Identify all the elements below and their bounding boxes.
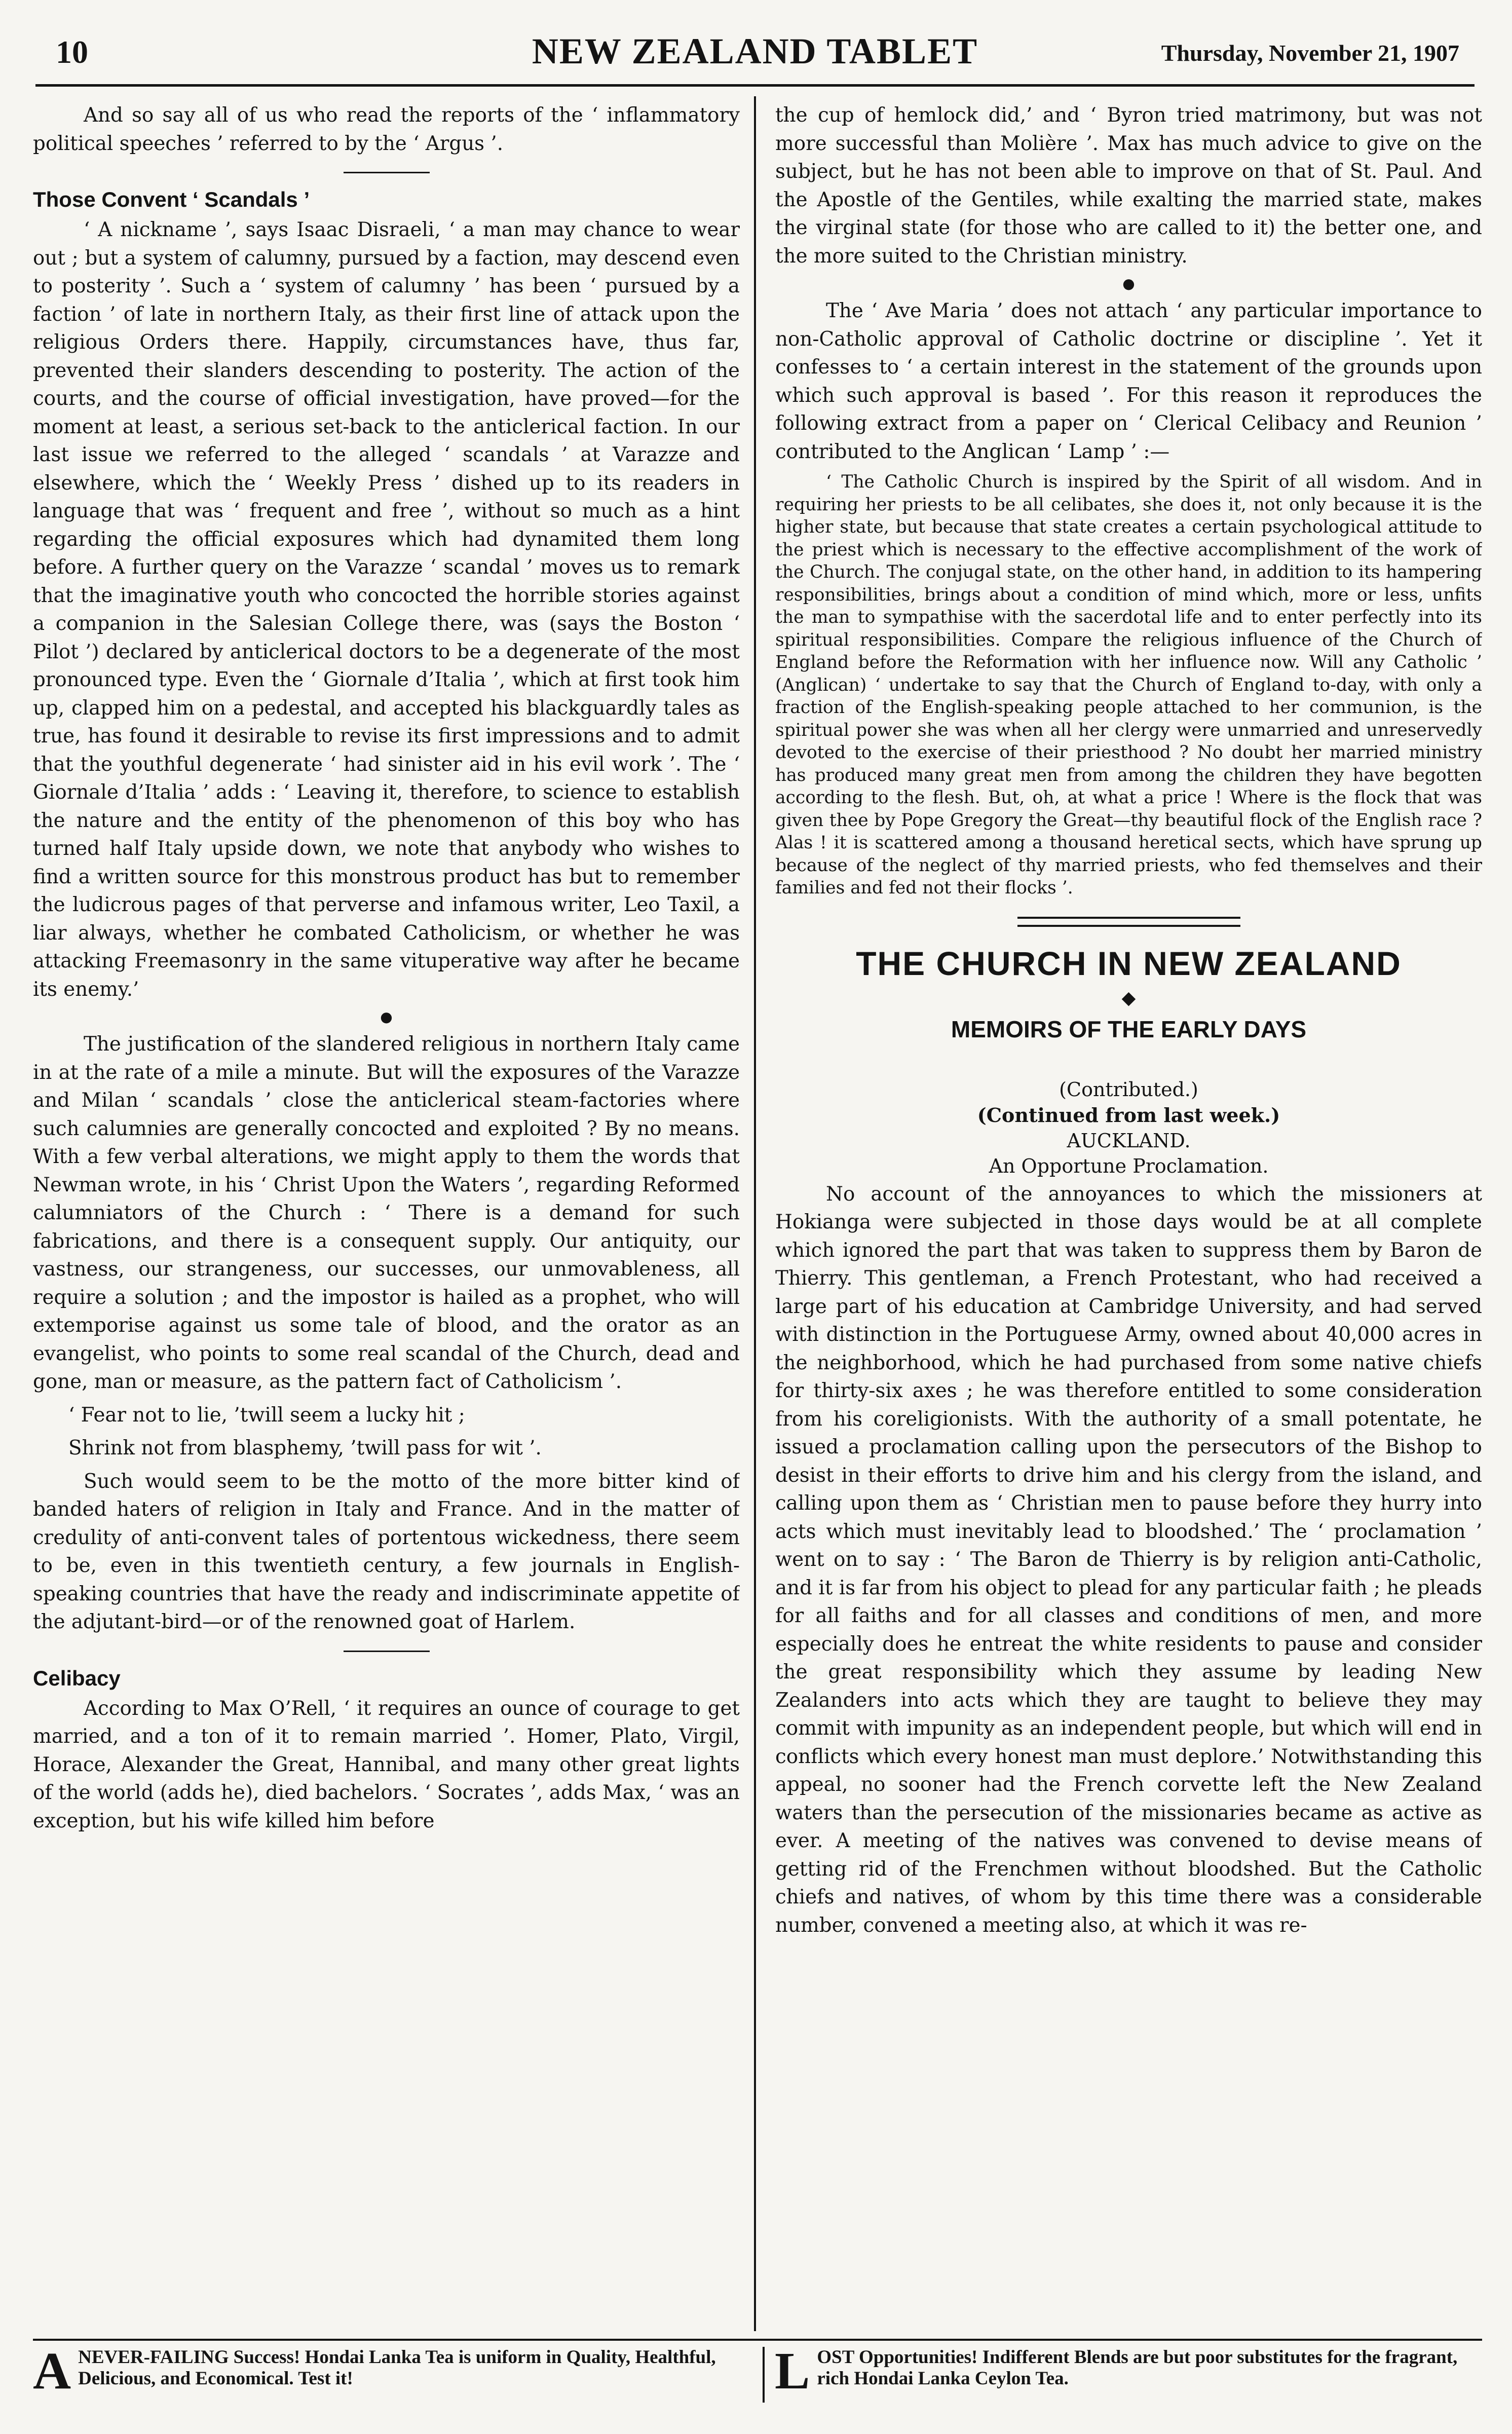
advertisement-left bbox=[33, 2342, 742, 2403]
intro-paragraph: And so say all of us who read the reports of the ‘ inflammatory political speeches ’ referred to by the ‘ Argus ’. bbox=[33, 104, 740, 155]
heading-convent-scandals: Those Convent ‘ Scandals ’ bbox=[33, 188, 310, 211]
paragraph: the cup of hemlock did,’ and ‘ Byron tried matrimony, but was not more successful than Molière ’. Max has much advice to give on the subject, but he has not been able to improve on that of St. Paul. And the Apostle of the Gentiles, while exalting the married state, makes the virginal state (for those who are called to it) the better one, and the more suited to the Christian ministry. bbox=[775, 104, 1482, 268]
paragraph: No account of the annoyances to which the missioners at Hokianga were subjected in those days would be at all complete which ignored the part that was taken to suppress them by Baron de Thierry. This gentleman, a French Protestant, who had received a large part of his education at Cambridge University, and had served with distinction in the Portuguese Army, owned about 40,000 acres in the neighborhood, which he had purchased from some native chiefs for thirty-six axes ; he was therefore entitled to some consideration from his coreligionists. With the authority of a small potentate, he issued a proclamation calling upon the persecutors of the Bishop to desist in their efforts to drive him and his clergy from the island, and calling upon them as ‘ Christian men to pause before they hurry into acts which must inevitably lead to bloodshed.’ The ‘ proclamation ’ went on to say : ‘ The Baron de Thierry is by religion anti-Catholic, and it is far from his object to plead for any particular faith ; he pleads for all faiths and for all classes and conditions of men, and more especially does he entreat the white residents to pause and consider the great responsibility which they assume by leading New Zealanders into acts which they are taught to believe they may commit with impunity as an independent people, but which will end in conflicts which every honest man must deplore.’ Notwithstanding this appeal, no sooner had the French corvette left the New Zealand waters than the persecution of the missionaries became as active as ever. A meeting of the natives was convened to devise means of getting rid of the Frenchmen without bloodshed. But the Catholic chiefs and natives, of whom by this time there was a considerable number, convened a meeting also, at which it was re- bbox=[775, 1182, 1482, 1937]
verse-line: Shrink not from blasphemy, ’twill pass for wit ’. bbox=[68, 1437, 542, 1459]
divider bbox=[344, 1651, 430, 1652]
paragraph: The justification of the slandered religious in northern Italy came in at the rate of a mile a minute. But will the exposures of the Varazze and Milan ‘ scandals ’ close the anticlerical steam-factories where such calumnies are generally concocted and exploited ? By no means. With a few verbal alterations, we might apply to them the words that Newman wrote, in his ‘ Christ Upon the Waters ’, regarding Reformed calumniators of the Church : ‘ There is a demand for such fabrications, and there is a consequent supply. Our antiquity, our vastness, our strangeness, our successes, our unmovableness, all require a solution ; and the impostor is hailed as a prophet, who will extemporise against us some tale of blood, and the orator as an evangelist, who points to some real scandal of the Church, dead and gone, man or measure, as the pattern fact of Catholicism ’. bbox=[33, 1033, 740, 1393]
divider bbox=[344, 172, 430, 173]
star-ornament: ● bbox=[1122, 275, 1135, 292]
drop-cap: A bbox=[33, 2342, 71, 2400]
continued-note: (Continued from last week.) bbox=[977, 1103, 1280, 1127]
contributed-note: (Contributed.) bbox=[1059, 1078, 1198, 1101]
subheading: An Opportune Proclamation. bbox=[989, 1154, 1269, 1177]
newspaper-title: NEW ZEALAND TABLET bbox=[532, 31, 978, 71]
diamond-ornament-icon: ◆ bbox=[1121, 987, 1136, 1008]
paragraph: The ‘ Ave Maria ’ does not attach ‘ any particular importance to non-Catholic approval of Catholic doctrine or discipline ’. Yet it confesses to ‘ a certain interest in the statement of the grounds upon which such approval is based ’. For this reason it reproduces the following extract from a paper on ‘ Clerical Celibacy and Reunion ’ contributed to the Anglican ‘ Lamp ’ :— bbox=[775, 299, 1482, 463]
right-column bbox=[775, 101, 1482, 2280]
advertisement-text: NEVER-FAILING Success! Hondai Lanka Tea is uniform in Quality, Healthful, Delicious, and Economical. Test it! bbox=[78, 2347, 716, 2389]
section-title: THE CHURCH IN NEW ZEALAND bbox=[856, 944, 1402, 982]
paragraph: ‘ A nickname ’, says Isaac Disraeli, ‘ a man may chance to wear out ; but a system of calumny, pursued by a faction, may descend even to posterity ’. Such a ‘ system of calumny ’ has been ‘ pursued by a faction ’ of late in northern Italy, as their first line of attack upon the religious Orders there. Happily, circumstances have, thus far, prevented their slanders descending to posterity. The action of the courts, and the course of official investigation, have proved—for the moment at least, a serious set-back to the anticlerical faction. In our last issue we referred to the alleged ‘ scandals ’ at Varazze and elsewhere, which the ‘ Weekly Press ’ dished up to its readers in language that was ‘ frequent and free ’, without so much as a hint regarding the official exposures which had dynamited them long before. A further query on the Varazze ‘ scandal ’ moves us to remark that the imaginative youth who concocted the horrible stories against a companion in the Salesian College there, was (says the Boston ‘ Pilot ’) declared by anticlerical doctors to be a degenerate of the most pronounced type. Even the ‘ Giornale d’Italia ’, which at first took him up, clapped him on a pedestal, and accepted his blackguardly tales as true, has found it desirable to revise its first impressions and to admit that the youthful degenerate ‘ had sinister aid in his evil work ’. The ‘ Giornale d’Italia ’ adds : ‘ Leaving it, therefore, to science to establish the nature and the entity of the phenomenon of this boy who has turned half Italy upside down, we note that anybody who wishes to find a written source for this monstrous product has but to remember the ludicrous pages of that perverse and infamous writer, Leo Taxil, a liar always, whether he combated Catholicism, or whether he was attacking Freemasonry in the same vituperative way after he became its enemy.’ bbox=[33, 218, 740, 1001]
section-rule bbox=[1017, 917, 1240, 927]
section-subtitle: MEMOIRS OF THE EARLY DAYS bbox=[951, 1016, 1307, 1042]
verse-line: ‘ Fear not to lie, ’twill seem a lucky hit ; bbox=[68, 1403, 465, 1427]
masthead bbox=[35, 23, 1475, 87]
advertisement-text: OST Opportunities! Indifferent Blends are but poor substitutes for the fragrant, rich Hondai Lanka Ceylon Tea. bbox=[817, 2347, 1458, 2389]
drop-cap: L bbox=[775, 2342, 810, 2400]
place-heading: AUCKLAND. bbox=[1067, 1129, 1191, 1152]
issue-date: Thursday, November 21, 1907 bbox=[1161, 40, 1459, 66]
verse-quote bbox=[33, 1401, 740, 1463]
star-ornament: ● bbox=[380, 1008, 393, 1025]
column-rule bbox=[754, 96, 756, 2331]
paragraph: Such would seem to be the motto of the more bitter kind of banded haters of religion in Italy and France. And in the matter of credulity of anti-convent tales of portentous wickedness, there seem to be, even in this twentieth century, a few journals in English-speaking countries that have the ready and indiscriminate appetite of the adjutant-bird—or of the renowned goat of Harlem. bbox=[33, 1470, 740, 1633]
heading-celibacy: Celibacy bbox=[33, 1666, 121, 1690]
quoted-extract: ‘ The Catholic Church is inspired by the Spirit of all wisdom. And in requiring her priests to be all celibates, she does it, not only because it is the higher state, but because that state creates a certain psychological attitude to the priest which is necessary to the effective accomplishment of the work of the Church. The conjugal state, on the other hand, in addition to its hampering responsibilities, brings about a condition of mind which, more or less, unfits the man to sympathise with the sacerdotal life and to enter perfectly into its spiritual responsibilities. Compare the religious influence of the Church of England before the Reformation with her influence now. Will any Catholic ’ (Anglican) ‘ undertake to say that the Church of England to-day, with only a fraction of the English-speaking people attached to her communion, is the spiritual power she was when all her clergy were unmarried and unreservedly devoted to the exercise of their priesthood ? No doubt her married ministry has produced many great men from among the children they have begotten according to the flesh. But, oh, at what a price ! Where is the flock that was given thee by Pope Gregory the Great—thy beautiful flock of the English race ? Alas ! it is scattered among a thousand heretical sects, which have sprung up because of the neglect of thy married priests, who fed themselves and their families and fed not their flocks ’. bbox=[775, 472, 1482, 898]
left-column bbox=[33, 101, 740, 2280]
paragraph: According to Max O’Rell, ‘ it requires an ounce of courage to get married, and a ton of it to remain married ’. Homer, Plato, Virgil, Horace, Alexander the Great, Hannibal, and many other great lights of the world (adds he), died bachelors. ‘ Socrates ’, adds Max, ‘ was an exception, but his wife killed him before bbox=[33, 1697, 740, 1832]
footer-ads bbox=[33, 2339, 1482, 2407]
page-number: 10 bbox=[56, 34, 88, 70]
advertisement-right bbox=[763, 2342, 1484, 2403]
